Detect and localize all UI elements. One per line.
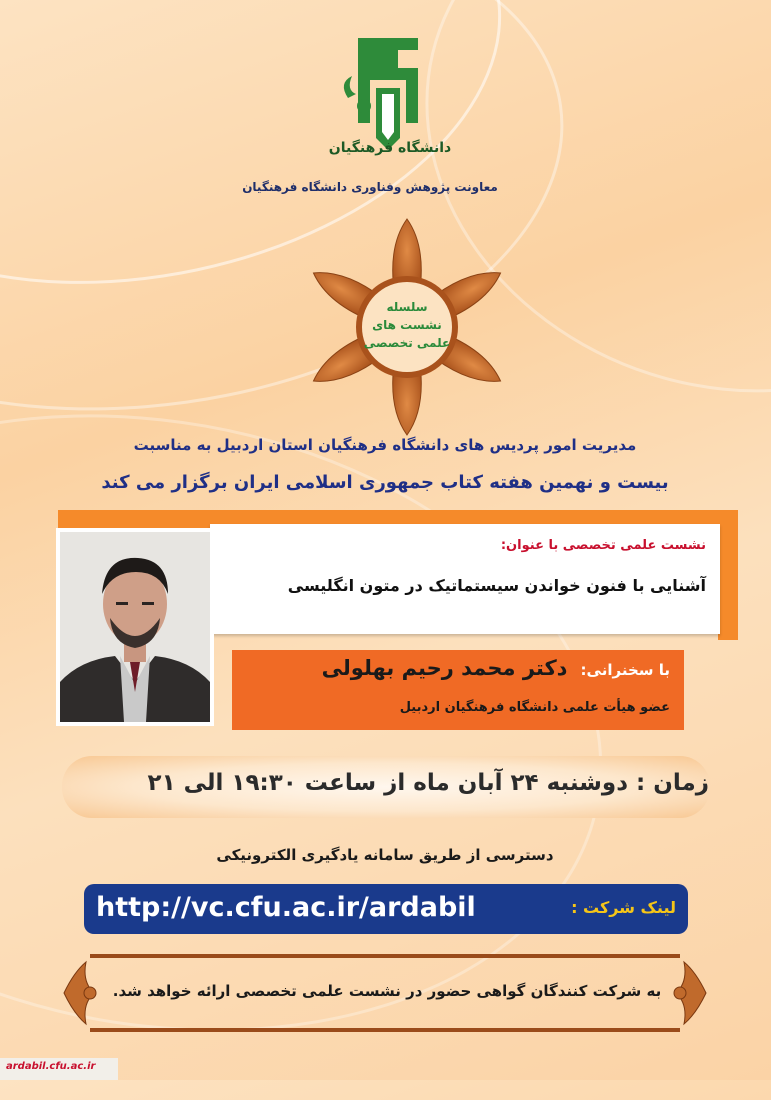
university-logo-text: دانشگاه فرهنگیان [328, 140, 452, 156]
speaker-box [232, 650, 684, 730]
join-link[interactable]: http://vc.cfu.ac.ir/ardabil [96, 892, 476, 923]
speaker-portrait-icon [60, 532, 210, 722]
session-band-right [718, 510, 738, 640]
event-time: زمان : دوشنبه ۲۴ آبان ماه از ساعت ۱۹:۳۰ الی ۲۱ [147, 770, 709, 796]
footer-tag [0, 1058, 118, 1080]
vice-presidency-title: معاونت پژوهش وفناوری دانشگاه فرهنگیان [242, 180, 498, 194]
speaker-role: عضو هیأت علمی دانشگاه فرهنگیان اردبیل [399, 700, 670, 715]
session-label: نشست علمی تخصصی با عنوان: [500, 538, 706, 553]
join-link-label: لینک شرکت : [571, 898, 676, 917]
access-method: دسترسی از طریق سامانه یادگیری الکترونیکی [216, 846, 554, 864]
footer-site[interactable]: ardabil.cfu.ac.ir [6, 1061, 96, 1072]
speaker-label: با سخنرانی: [580, 661, 670, 679]
speaker-name: دکتر محمد رحیم بهلولی [321, 656, 568, 680]
certificate-note: به شرکت کنندگان گواهی حضور در نشست علمی تخصصی ارائه خواهد شد. [112, 982, 662, 1000]
session-box [210, 524, 720, 634]
speaker-photo [56, 528, 214, 726]
emblem-line1: سلسله [386, 300, 428, 314]
link-bar [84, 884, 688, 934]
series-emblem-icon [262, 215, 552, 440]
event-occasion-line: بیست و نهمین هفته کتاب جمهوری اسلامی ایران برگزار می کند [101, 472, 669, 493]
organizer-line: مدیریت امور پردیس های دانشگاه فرهنگیان استان اردبیل به مناسبت [133, 436, 637, 454]
emblem-line2: نشست های [372, 318, 442, 332]
emblem-line3: علمی تخصصی [363, 336, 451, 350]
session-title: آشنایی با فنون خواندن سیستماتیک در متون انگلیسی [287, 576, 706, 595]
